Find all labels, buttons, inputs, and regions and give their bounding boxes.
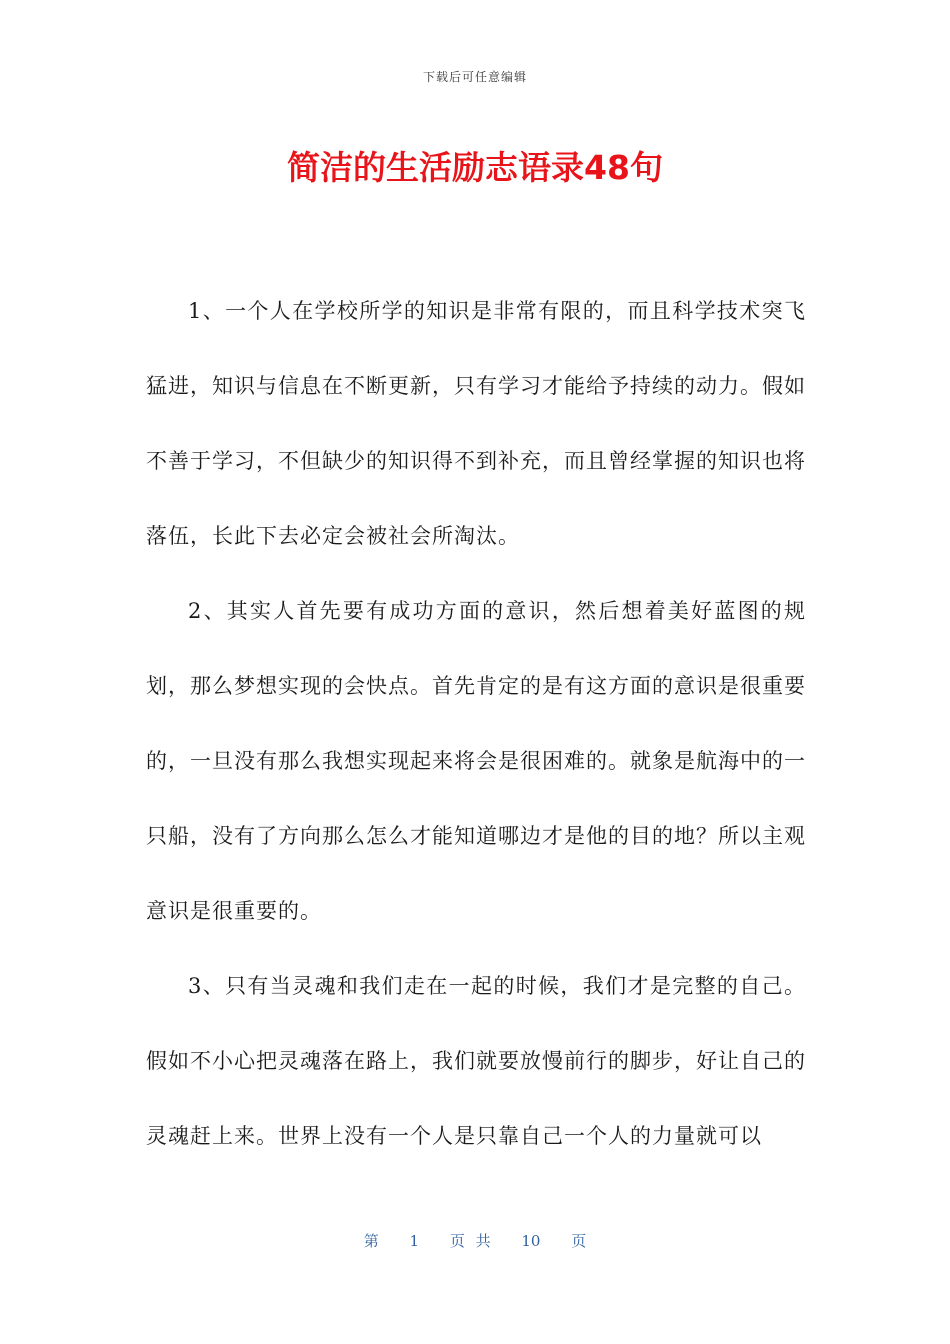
- document-body: [146, 274, 806, 1174]
- paragraph-2: 2、其实人首先要有成功方面的意识，然后想着美好蓝图的规划，那么梦想实现的会快点。首先肯定的是有这方面的意识是很重要的，一旦没有那么我想实现起来将会是很困难的。就象是航海中的一只船，没有了方向那么怎么才能知道哪边才是他的目的地？所以主观意识是很重要的。: [146, 599, 806, 923]
- page-label-prefix: 第: [363, 1232, 379, 1250]
- paragraph-1: 1、一个人在学校所学的知识是非常有限的，而且科学技术突飞猛进，知识与信息在不断更新，只有学习才能给予持续的动力。假如不善于学习，不但缺少的知识得不到补充，而且曾经掌握的知识也将落伍，长此下去必定会被社会所淘汰。: [146, 299, 806, 548]
- current-page-number: 1: [409, 1232, 420, 1250]
- document-title: 简洁的生活励志语录48句: [287, 148, 663, 187]
- total-pages-number: 10: [521, 1232, 541, 1250]
- header-note: 下载后可任意编辑: [422, 70, 527, 84]
- paragraph-3: 3、只有当灵魂和我们走在一起的时候，我们才是完整的自己。假如不小心把灵魂落在路上，我们就要放慢前行的脚步，好让自己的灵魂赶上来。世界上没有一个人是只靠自己一个人的力量就可以: [146, 974, 806, 1148]
- page-label-mid: 页 共: [449, 1232, 491, 1250]
- page-footer: [0, 1230, 950, 1251]
- page-label-suffix: 页: [571, 1232, 587, 1250]
